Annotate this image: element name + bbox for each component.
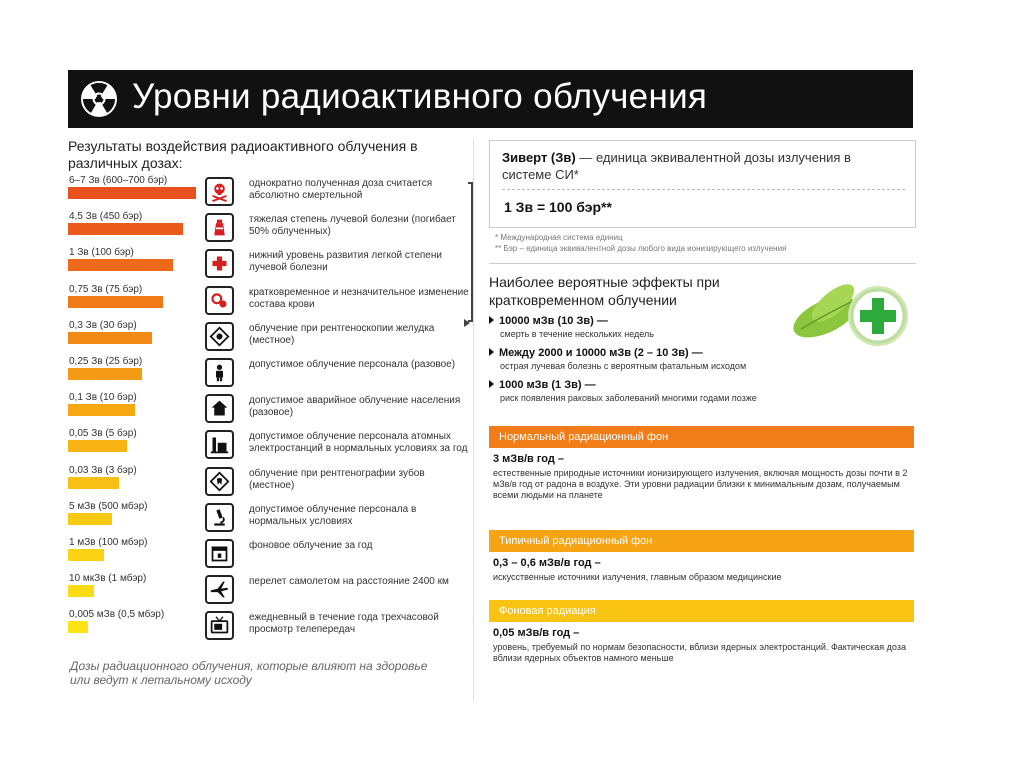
infographic <box>68 70 913 700</box>
sievert-term: Зиверт (Зв) <box>502 150 576 165</box>
dose-row <box>68 320 468 354</box>
effects-title: Наиболее вероятные эффекты при кратковременном облучении <box>489 274 720 308</box>
effect-dose: 10000 мЗв (10 Зв) — <box>489 315 909 327</box>
dose-row <box>68 284 468 318</box>
effect-item <box>489 347 909 371</box>
dose-description: фоновое облучение за год <box>249 540 373 551</box>
dose-row <box>68 465 468 499</box>
section-value: 3 мЗв/в год – <box>493 453 565 465</box>
dose-label: 0,25 Зв (25 бэр) <box>69 356 143 367</box>
radiation-icon <box>80 80 118 118</box>
blood-cells-icon <box>205 286 234 315</box>
dose-description: допустимое облучение персонала (разовое) <box>249 359 456 370</box>
power-plant-icon <box>205 430 234 459</box>
section-band: Типичный радиационный фон <box>489 530 914 552</box>
dose-label: 4,5 Зв (450 бэр) <box>69 211 143 223</box>
dose-bar <box>68 296 163 308</box>
sievert-definition <box>502 149 902 183</box>
tv-icon <box>205 611 234 640</box>
page-title: Уровни радиоактивного облучения <box>132 77 708 116</box>
section-value: 0,05 мЗв/в год – <box>493 627 580 639</box>
dose-row <box>68 573 468 607</box>
effect-dose: 1000 мЗв (1 Зв) — <box>489 379 909 391</box>
footnote-si: * Международная система единиц <box>495 233 623 242</box>
worker-icon <box>205 358 234 387</box>
dose-row <box>68 247 468 281</box>
dose-row <box>68 175 468 209</box>
dose-bar <box>68 513 112 525</box>
section-value: 0,3 – 0,6 мЗв/в год – <box>493 557 601 569</box>
effect-item <box>489 379 909 403</box>
effect-description: риск появления раковых заболеваний многими годами позже <box>500 393 757 403</box>
dose-label: 0,1 Зв (10 бэр) <box>69 392 137 404</box>
flask-icon <box>205 213 234 242</box>
dose-description: допустимое облучение персонала в нормальных условиях <box>249 503 417 527</box>
dose-row <box>68 537 468 571</box>
dose-label: 0,05 Зв (5 бэр) <box>69 428 137 440</box>
footnote-rem: ** Бэр – единица эквивалентной дозы любого вида ионизирующего излучения <box>495 244 787 253</box>
section-description: искусственные источники излучения, главным образом медицинские <box>493 572 782 582</box>
dose-bar <box>68 368 142 380</box>
sievert-definition-box <box>489 140 916 228</box>
bullet-arrow-icon <box>489 316 494 324</box>
sievert-equation: 1 Зв = 100 бэр** <box>504 199 612 215</box>
dose-description: облучение при рентгеноскопии желудка (местное) <box>249 322 435 346</box>
medical-cross-icon <box>205 249 234 278</box>
calendar-icon <box>205 539 234 568</box>
dose-row <box>68 392 468 426</box>
dose-bar <box>68 332 152 344</box>
house-icon <box>205 394 234 423</box>
effect-dose: Между 2000 и 10000 мЗв (2 – 10 Зв) — <box>489 347 909 359</box>
dose-description: ежедневный в течение года трехчасовой просмотр телепередач <box>249 612 439 636</box>
dose-label: 5 мЗв (500 мбэр) <box>69 500 148 512</box>
dose-label: 6–7 Зв (600–700 бэр) <box>69 175 168 186</box>
microscope-icon <box>205 503 234 532</box>
dose-description: перелет самолетом на расстояние 2400 км <box>249 576 449 588</box>
dose-label: 1 Зв (100 бэр) <box>69 247 134 259</box>
dose-label: 0,3 Зв (30 бэр) <box>69 319 137 331</box>
dose-bar <box>68 223 183 235</box>
dose-bar <box>68 259 173 271</box>
section-divider <box>489 263 916 264</box>
dose-row <box>68 428 468 462</box>
dose-label: 10 мкЗв (1 мбэр) <box>69 573 147 585</box>
dose-description: однократно полученная доза считается абсолютно смертельной <box>249 178 433 201</box>
column-divider <box>473 140 474 700</box>
dose-row <box>68 501 468 535</box>
section-band: Нормальный радиационный фон <box>489 426 914 448</box>
dashed-separator <box>502 189 905 190</box>
effect-item <box>489 315 909 339</box>
bracket-arrow <box>464 319 470 327</box>
dose-description: облучение при рентгенографии зубов (местное) <box>249 467 425 491</box>
dose-bar <box>68 549 104 561</box>
dose-bar <box>68 440 127 452</box>
dose-description: допустимое облучение персонала атомных электростанций в нормальных условиях за год <box>249 431 468 455</box>
airplane-icon <box>205 575 234 604</box>
dose-label: 0,75 Зв (75 бэр) <box>69 283 143 295</box>
dose-bar <box>68 621 88 633</box>
left-heading: Результаты воздействия радиоактивного облучения в различных дозах: <box>68 138 418 171</box>
sievert-description: — единица эквивалентной дозы излучения в системе СИ* <box>502 150 851 182</box>
dose-row <box>68 609 468 643</box>
dose-description: тяжелая степень лучевой болезни (погибает 50% облученных) <box>249 214 456 238</box>
dose-bar <box>68 187 196 199</box>
section-description: естественные природные источники ионизирующего излучения, включая мощность дозы почти в 2 мЗв/в год от радона в воздухе. Эти уровни радиации близки к минимальным дозам, получаемым всеми людьми на планете <box>493 468 908 500</box>
green-cross-leaf-icon <box>783 273 911 353</box>
dose-row <box>68 356 468 390</box>
dose-label: 0,03 Зв (3 бэр) <box>69 464 137 476</box>
left-footer-note: Дозы радиационного облучения, которые влияют на здоровье или ведут к летальному исходу <box>70 659 428 687</box>
title-bar <box>68 70 913 128</box>
effect-description: острая лучевая болезнь с вероятным фатальным исходом <box>500 361 747 371</box>
dose-label: 0,005 мЗв (0,5 мбэр) <box>69 609 165 621</box>
dose-row <box>68 211 468 245</box>
dose-bar <box>68 404 135 416</box>
dose-bar <box>68 477 119 489</box>
bullet-arrow-icon <box>489 348 494 356</box>
bullet-arrow-icon <box>489 380 494 388</box>
xray-icon <box>205 322 234 351</box>
section-description: уровень, требуемый по нормам безопасности, вблизи ядерных электростанций. Фактическая доза вблизи ядерных объектов намного меньше <box>493 642 906 663</box>
tooth-xray-icon <box>205 467 234 496</box>
dose-description: допустимое аварийное облучение населения (разовое) <box>249 395 461 419</box>
dose-bar <box>68 585 94 597</box>
dose-description: кратковременное и незначительное изменение состава крови <box>249 286 469 310</box>
skull-icon <box>205 177 234 206</box>
effect-description: смерть в течение нескольких недель <box>500 329 654 339</box>
dose-label: 1 мЗв (100 мбэр) <box>69 537 148 548</box>
section-band: Фоновая радиация <box>489 600 914 622</box>
dose-description: нижний уровень развития легкой степени лучевой болезни <box>249 250 442 274</box>
